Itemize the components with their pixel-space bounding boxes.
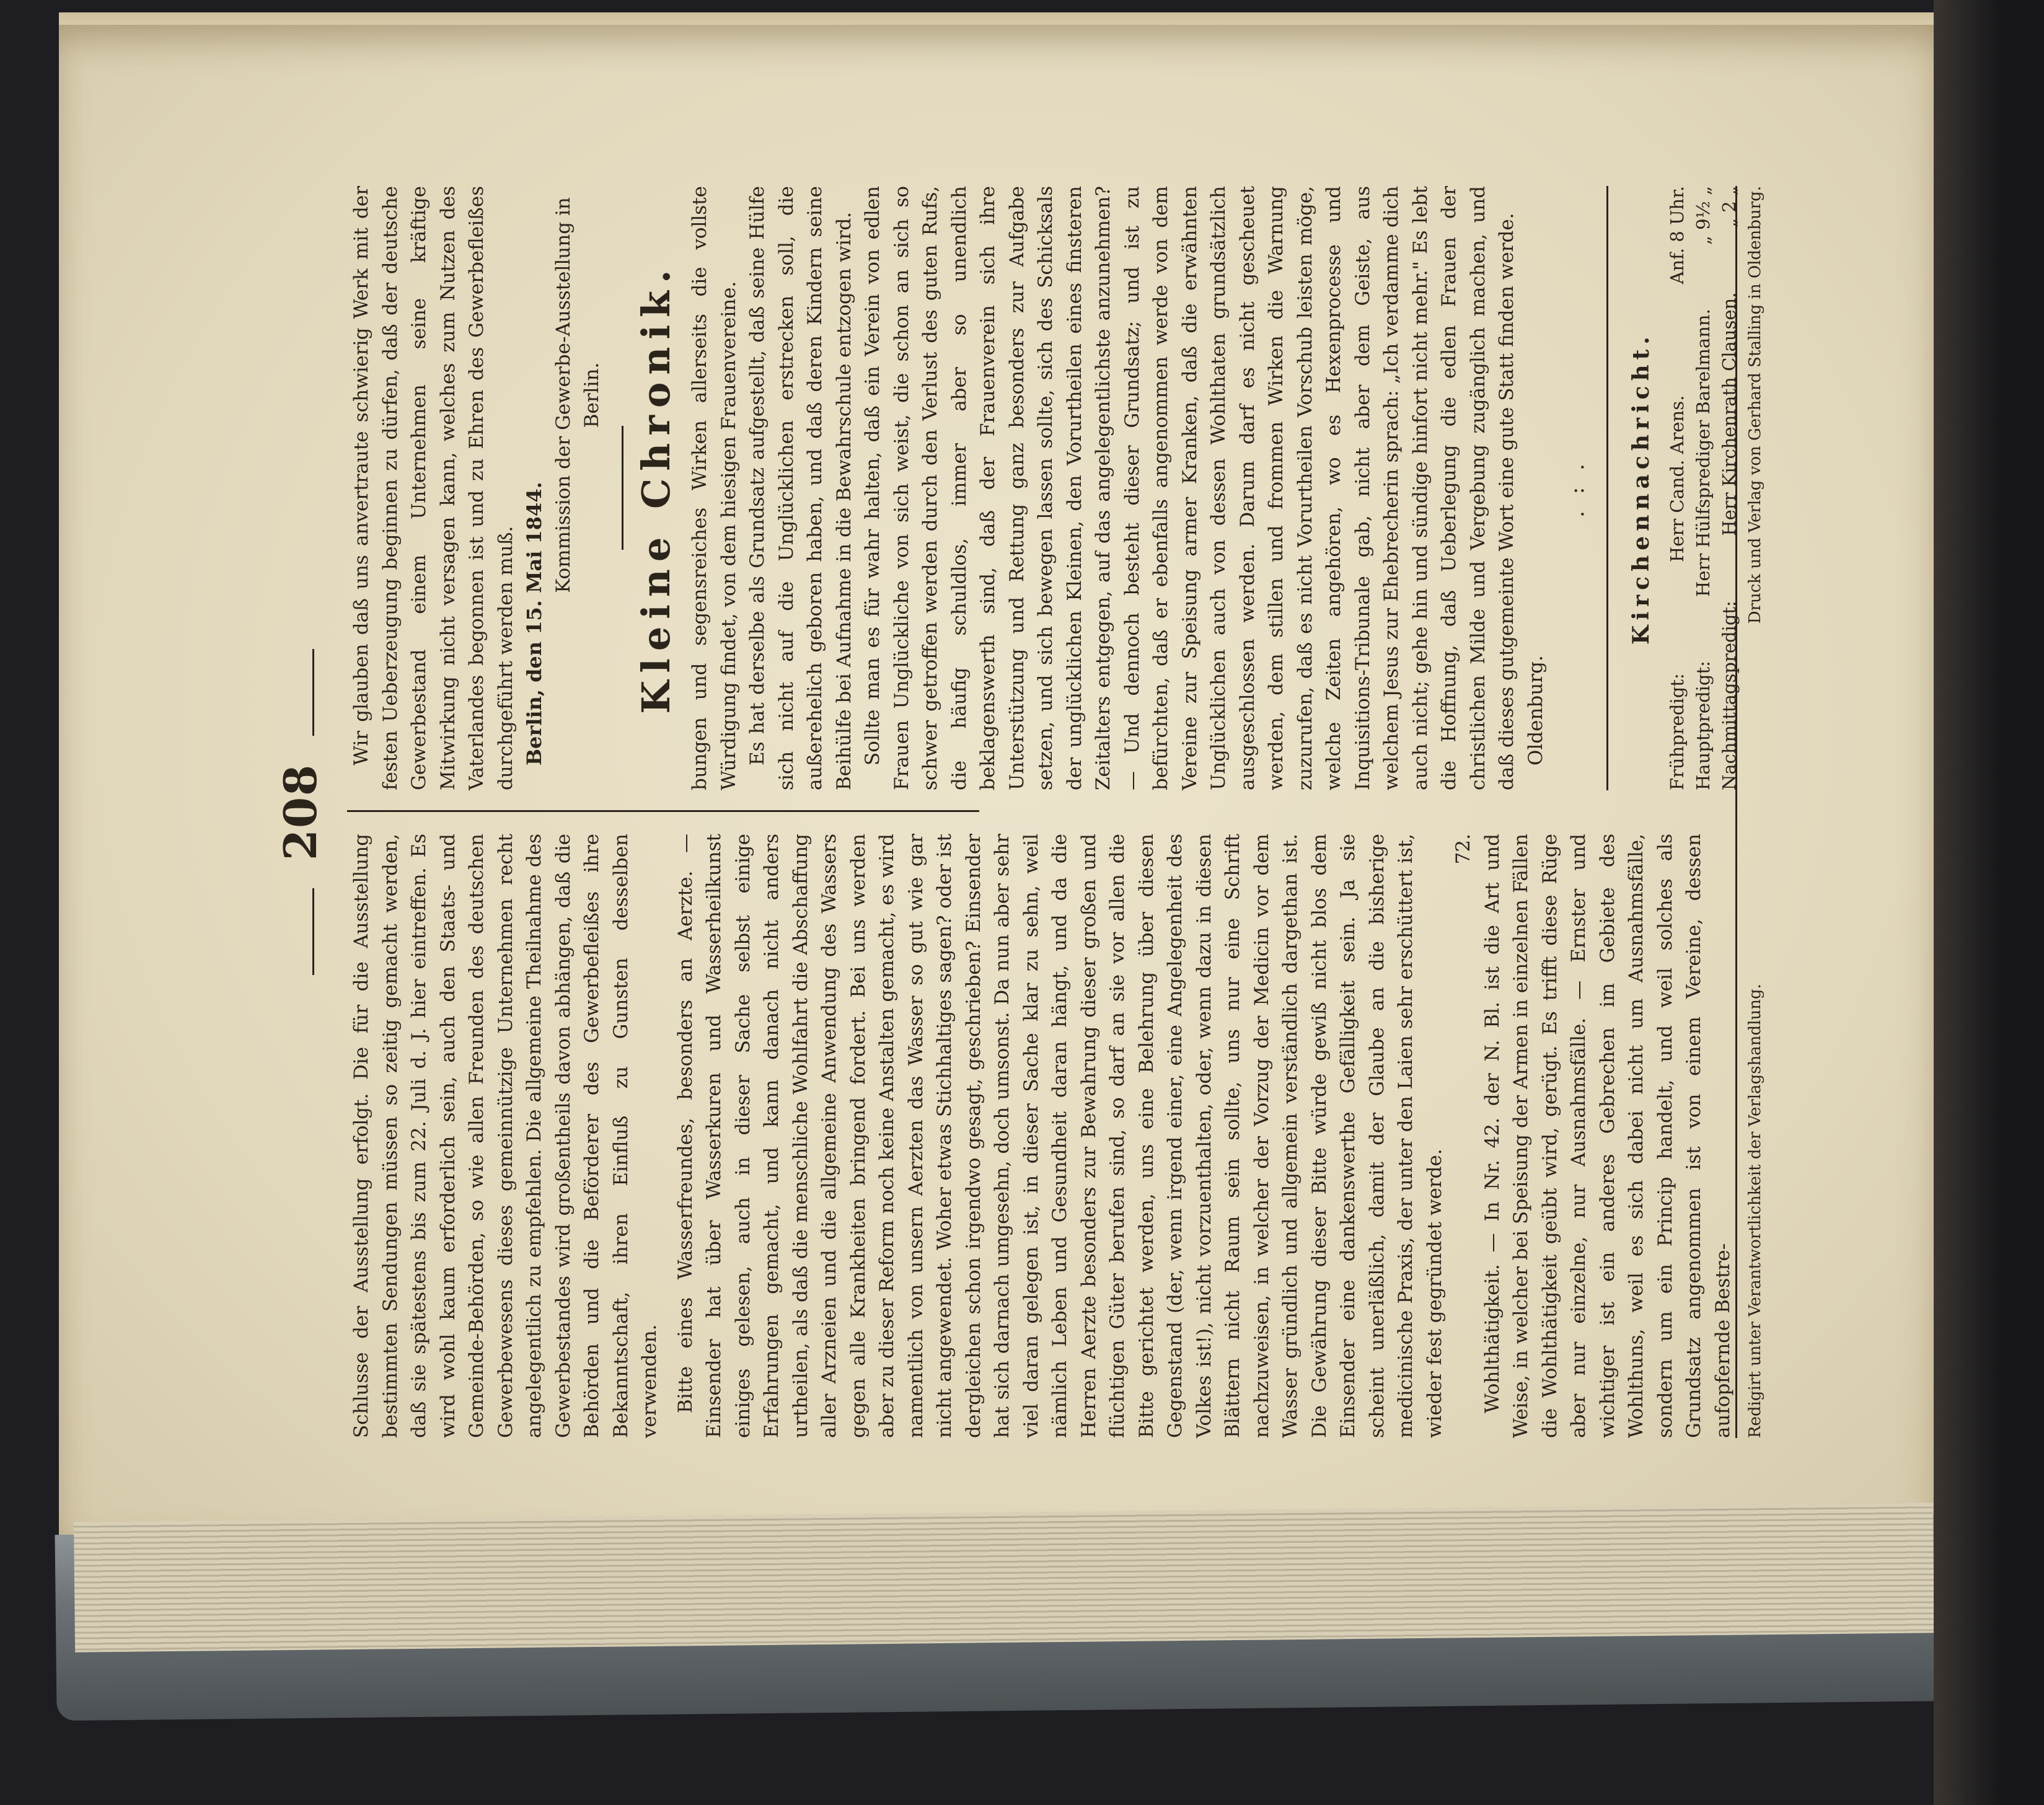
water-friend-signature: 72. [1452,834,1474,865]
women-paragraph-principle: Es hat derselbe als Grundsatz aufgestellt, daß seine Hülfe sich nicht auf die Unglücklichen erstrecken soll, die außerehelich geboren haben, und daß deren Kindern seine Beihülfe bei Aufnahme in die Bewahrschule entzogen wird. [746,186,855,790]
exhibition-closing-paragraph: Wir glauben daß uns anvertraute schwierig Werk mit der festen Ueberzeugung beginnen zu dürfen, daß der deutsche Gewerbestand einem Unternehmen seine kräftige Mitwirkung nicht versagen kann, welches zum Nutzen des Vaterlandes begonnen ist und zu Ehren des Gewerbefleißes durchgeführt werden muß. [350,186,517,790]
service-preacher: Herr Cand. Arens. [1667,395,1688,562]
page-stack-edge [74,1503,1934,1652]
service-time: Anf. 8 Uhr. [1667,186,1688,285]
water-friend-paragraph: Bitte eines Wasserfreundes, besonders an Aerzte. — Einsender hat über Wasserkuren und Wasserheilkunst einiges gelesen, auch in dieser Sache selbst einige Erfahrungen gemacht, und kann danach nicht anders urtheilen, als daß die menschliche Wohlfahrt die Abschaffung aller Arzneien und die allgemeine Anwendung des Wassers gegen alle Krankheiten bringend fordert. Bei uns werden aber zu dieser Reform noch keine Anstalten gemacht, es wird namentlich von unsern Aerzten das Wasser so gut wie gar nicht angewendet. Woher etwas Stichhaltiges sagen? oder ist dergleichen schon irgendwo gesagt, geschrieben? Einsender hat sich darnach umgesehn, doch umsonst. Da nun aber sehr viel daran gelegen ist, in dieser Sache klar zu sehn, weil nämlich Leben und Gesundheit daran hängt, und da die Herren Aerzte besonders zur Bewahrung dieser großen und flüchtigen Güter berufen sind, so darf an sie vor allen die Bitte gerichtet werden, uns eine Belehrung über diesen Gegenstand (der, wenn irgend einer, eine Angelegenheit des Volkes ist!), nicht vorzuenthalten, oder, wenn dazu in diesen Blättern nicht Raum sein sollte, uns nur eine Schrift nachzuweisen, in welcher der Vorzug der Medicin vor dem Wasser gründlich und allgemein verständlich dargethan ist. Die Gewährung dieser Bitte würde gewiß nicht blos dem Einsender eine dankenswerthe Gefälligkeit sein. Ja sie scheint unerläßlich, damit der Glaube an die bisherige medicinische Praxis, der unter den Laien sehr erschüttert ist, wieder fest gegründet werde. [674,834,1446,1438]
service-row [1716,186,1742,790]
left-column [347,834,1766,1438]
section-title-kleine-chronik: Kleine Chronik. [633,262,679,714]
page-header [273,186,328,1438]
service-time: „ 2 „ [1719,186,1740,227]
commission-signature: Kommission der Gewerbe-Ausstellung in Berlin. [552,197,603,593]
chronicle-rule [622,426,623,550]
service-preacher: Herr Hülfsprediger Barelmann. [1693,309,1714,597]
footer-editor-note: Redigirt unter Verantwortlichkeit der Verlagshandlung. [1746,984,1764,1438]
service-label: Hauptpredigt: [1693,661,1714,790]
place-date: Berlin, den 15. Mai 1844. [522,482,546,766]
women-paragraph-continuation: bungen und segensreiches Wirken allerseits die vollste Würdigung findet, von dem hiesigen Frauenvereine. [689,186,740,790]
page-footer [1742,186,1773,1438]
exhibition-intro-paragraph: Schlusse der Ausstellung erfolgt. Die für die Ausstellung bestimmten Sendungen müssen so zeitig gemacht werden, daß sie spätestens bis zum 22. Juli d. J. hier eintreffen. Es wird wohl kaum erforderlich sein, auch den Staats- und Gemeinde-Behörden, so wie allen Freunden des deutschen Gewerbewesens dieses gemeinnützige Unternehmen recht angelegentlich zu empfehlen. Die allgemeine Theilnahme des Gewerbestandes wird großentheils davon abhängen, daß die Behörden und die Beförderer des Gewerbefleißes ihre Bekanntschaft, ihren Einfluß zu Gunsten desselben verwenden. [350,834,661,1438]
footer-rule [1735,186,1737,1438]
footer-printer-note: Druck und Verlag von Gerhard Stalling in Oldenburg. [1746,186,1764,624]
church-news-title: Kirchennachricht. [1628,332,1654,645]
service-row [1690,186,1716,790]
service-preacher: Herr Kirchenrath Clausen. [1719,292,1740,536]
service-time: „ 9½ „ [1693,186,1714,245]
right-column [347,186,1766,790]
book-gutter [1934,0,2044,1805]
church-rule [1606,186,1608,790]
charity-paragraph: Wohlthätigkeit. — In Nr. 42. der N. Bl. ist die Art und Weise, in welcher bei Speisung der Armen in einzelnen Fällen die Wohlthätigkeit geübt wird, gerügt. Es trifft diese Rüge aber nur einzelne, nur Ausnahmsfälle. — Ernster und wichtiger ist ein anderes Gebrechen im Gebiete des Wohlthuns, weil es sich dabei nicht um Ausnahmsfälle, sondern um ein Princip handelt, und weil solches als Grundsatz angenommen ist von einem Vereine, dessen aufopfernde Bestre- [1481,834,1734,1438]
women-paragraph-appeal: Sollte man es für wahr halten, daß ein Verein von edlen Frauen Unglückliche von sich weist, die schon an sich so schwer getroffen werden durch den Verlust des guten Rufs, die häufig schuldlos, immer aber so unendlich beklagenswerth sind, daß der Frauenverein sich ihre Unterstützung und Rettung ganz besonders zur Aufgabe setzen, und sich bewegen lassen sollte, sich des Schicksals der unglücklichen Kleinen, den Vorurtheilen eines finsteren Zeitalters entgegen, auf das angelegentlichste anzunehmen? — Und dennoch besteht dieser Grundsatz; und ist zu befürchten, daß er ebenfalls angenommen werde von dem Vereine zur Speisung armer Kranken, daß die erwähnten Unglücklichen auch von dessen Wohlthaten grundsätzlich ausgeschlossen werden. Darum darf es nicht gescheuet werden, dem stillen und frommen Wirken die Warnung zuzurufen, daß es nicht Vorurtheilen Vorschub leisten möge, welche Zeiten angehören, wo es Hexenprocesse und Inquisitions-Tribunale gab, nicht aber dem Geiste, aus welchem Jesus zur Ehebrecherin sprach: „Ich verdamme dich auch nicht; gehe hin und sündige hinfort nicht mehr." Es lebt die Hoffnung, daß Ueberlegung die edlen Frauen der christlichen Milde und Vergebung zugänglich machen, und daß dieses gutgemeinte Wort eine gute Statt finden werde. [861,186,1518,790]
service-label: Frühpredigt: [1667,673,1688,790]
service-row [1664,186,1690,790]
ornament-dots: . : . [1564,459,1589,518]
page-number: 208 [274,763,327,861]
header-dash-right [312,649,314,736]
service-label: Nachmittagspredigt: [1719,601,1740,790]
column-divider [347,810,979,812]
rotated-text-frame [273,186,1773,1438]
header-dash-left [312,888,314,975]
women-signature: Oldenburg. [1524,655,1547,766]
